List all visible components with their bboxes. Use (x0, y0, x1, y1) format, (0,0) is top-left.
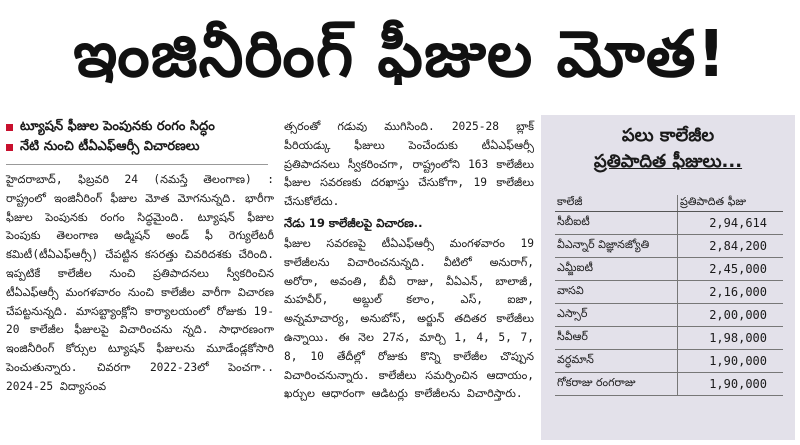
proposed-fee: 1,90,000 (678, 350, 784, 373)
bullet-text: నేటి నుంచి టీఏఎఫ్ఆర్సీ విచారణలు (20, 139, 200, 154)
proposed-fee: 1,90,000 (678, 373, 784, 396)
bullet-list (6, 118, 268, 165)
fee-table (555, 195, 783, 396)
college-name: సీబీఐటీ (555, 212, 678, 235)
panel-title-line-2: ప్రతిపాదిత ఫీజులు... (593, 151, 743, 172)
college-name: ఎస్సార్ (555, 304, 678, 327)
article-paragraph-2: త్సరంతో గడువు ముగిసింది. 2025-28 బ్లాక్ పీరియడ్కు ఫీజులు పెంచేందుకు టీఏఎఫ్ఆర్సీ ప్రతిపాదనలు స్వీకరించగా, రాష్ట్రంలోని 163 కాలేజీలు ఫీజుల సవరణకు దరఖాస్తు చేసుకోగా, 19 కాలేజీలు చేసుకోలేదు. (284, 120, 534, 209)
table-row (555, 327, 783, 350)
college-name: వర్ధమాన్ (555, 350, 678, 373)
fee-panel (541, 115, 795, 440)
left-column (6, 118, 274, 397)
middle-column (284, 118, 534, 404)
headline: ఇంజినీరింగ్ ఫీజుల మోత! (73, 18, 727, 92)
college-name: వీఎన్నార్ విజ్ఞానజ్యోతి (555, 235, 678, 258)
college-name: వాసవి (555, 281, 678, 304)
bullet-item (6, 118, 268, 136)
article-paragraph-3: ఫీజుల సవరణపై టీఏఎఫ్ఆర్సీ మంగళవారం 19 కాలేజీలను విచారించనున్నది. వీటిలో అనురాగ్, అరోరా, అవంతి, బీవీ రాజు, వీఏఎన్, బాలాజీ, మహవీర్, అబ్దుల్ కలాం, ఎస్, ఐజా, అన్నమాచార్య, అనుబోస్, అర్జున్ తదితర కాలేజీలు ఉన్నాయి. ఈ నెల 27న, మార్చి 1, 4, 5, 7, 8, 10 తేదీల్లో రోజుకు కొన్ని కాలేజీల చొప్పున విచారించనున్నారు. కాలేజీలు సమర్పించిన ఆదాయం, ఖర్చుల ఆధారంగా ఆడిటర్లు కాలేజీలను విచారిస్తారు. (284, 236, 534, 401)
table-row (555, 235, 783, 258)
table-row (555, 258, 783, 281)
bullet-item (6, 138, 268, 156)
table-row (555, 212, 783, 235)
proposed-fee: 2,16,000 (678, 281, 784, 304)
table-row (555, 350, 783, 373)
table-row (555, 304, 783, 327)
proposed-fee: 2,00,000 (678, 304, 784, 327)
proposed-fee: 2,45,000 (678, 258, 784, 281)
header-college: కాలేజీ (555, 195, 678, 212)
proposed-fee: 2,94,614 (678, 212, 784, 235)
header-fee: ప్రతిపాదిత ఫీజు (678, 195, 784, 212)
proposed-fee: 1,98,000 (678, 327, 784, 350)
college-name: సీవీఆర్ (555, 327, 678, 350)
table-row (555, 373, 783, 396)
college-name: గోకరాజు రంగరాజు (555, 373, 678, 396)
bullet-text: ట్యూషన్ ఫీజుల పెంపునకు రంగం సిద్ధం (20, 119, 215, 134)
article-paragraph-1: హైదరాబాద్, ఫిబ్రవరి 24 (నమస్తే తెలంగాణ) : రాష్ట్రంలో ఇంజినీరింగ్ ఫీజుల మోత మోగనున్నది. భారీగా ఫీజుల పెంపునకు రంగం సిద్ధమైంది. ట్యూషన్ ఫీజుల పెంపుకు తెలంగాణ అడ్మిషన్ అండ్ ఫీ రెగ్యులేటరీ కమిటీ(టీఏఎఫ్ఆర్సీ) చేపట్టిన కసరత్తు చివరిదశకు చేరింది. ఇప్పటికే కాలేజీల నుంచి ప్రతిపాదనలు స్వీకరించిన టీఏఎఫ్ఆర్సీ మంగళవారం నుంచి కాలేజీల వారీగా విచారణ చేపట్టనున్నది. మాసబ్ట్యాంక్లోని కార్యాలయంలో రోజుకు 19-20 కాలేజీల ఫీజులపై విచారించను న్నది. సాధారణంగా ఇంజినీరింగ్ కోర్సుల ట్యూషన్ ఫీజులను మూడేండ్లకోసారి పెంచుతున్నారు. చివరగా 2022-23లో పెంచగా.. 2024-25 విద్యాసంవ (6, 173, 274, 393)
table-header-row (555, 195, 783, 212)
college-name: ఎమ్జీఐటీ (555, 258, 678, 281)
table-row (555, 281, 783, 304)
proposed-fee: 2,84,200 (678, 235, 784, 258)
bullet-square-icon (6, 124, 13, 131)
bullet-square-icon (6, 144, 13, 151)
article-subhead: నేడు 19 కాలేజీలపై విచారణ.. (284, 215, 423, 230)
panel-title (541, 123, 795, 175)
panel-title-line-1: పలు కాలేజీల (621, 125, 715, 146)
